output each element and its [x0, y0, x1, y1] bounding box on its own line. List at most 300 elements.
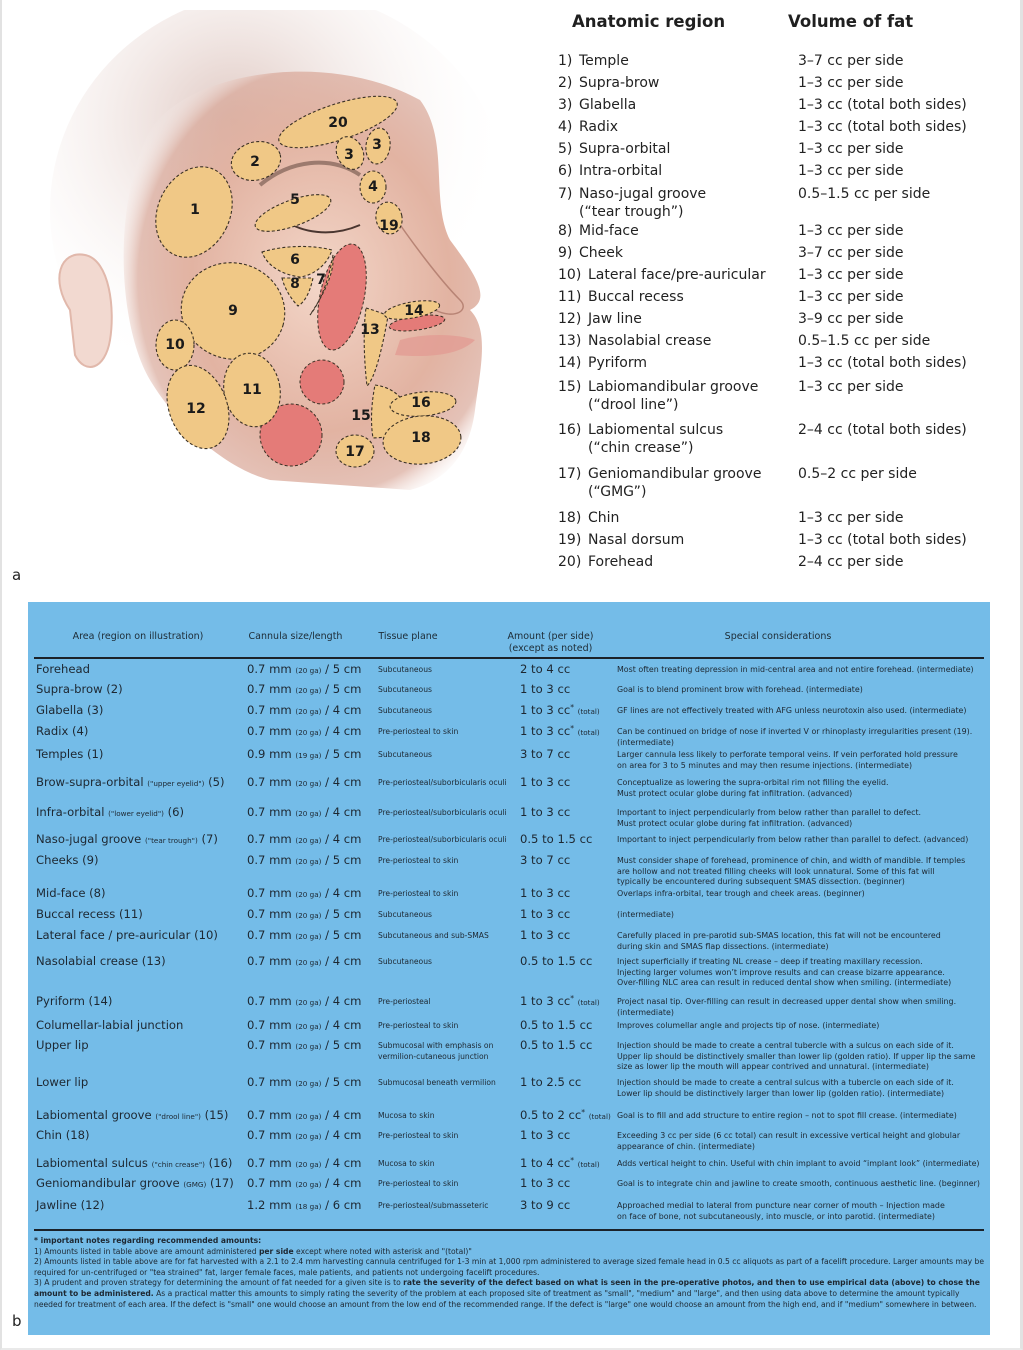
- region-label: Mid-face: [579, 223, 639, 239]
- cannula-mm: 0.7 mm: [247, 1128, 292, 1142]
- cell-cannula: [247, 724, 361, 738]
- cell-tissue-plane: Pre-periosteal to skin: [378, 889, 459, 898]
- cell-special-considerations: Larger cannula less likely to perforate temporal veins. If vein perforated hold pressure on area for 3 to 5 minutes and may then resume injections. (intermediate): [617, 750, 958, 770]
- cell-area: [36, 805, 184, 819]
- cannula-mm: 0.7 mm: [247, 805, 292, 819]
- cannula-gauge: (20 ga): [295, 890, 322, 899]
- region-label: Lateral face/pre-auricular: [588, 267, 766, 283]
- cell-cannula: [247, 907, 361, 921]
- cannula-length: / 4 cm: [325, 1128, 362, 1142]
- area-name: Pyriform (14): [36, 994, 113, 1008]
- amount-value: 0.5 to 1.5 cc: [520, 832, 593, 846]
- cannula-length: / 5 cm: [325, 907, 362, 921]
- cell-area: [36, 1128, 90, 1142]
- marker-9: 9: [228, 303, 238, 319]
- col-header-amount-line2: (except as noted): [508, 643, 593, 654]
- area-name: Labiomental groove: [36, 1108, 152, 1122]
- cannula-gauge: (20 ga): [295, 911, 322, 920]
- amount-value: 1 to 3 cc: [520, 724, 571, 738]
- note-2: 2) Amounts listed in table above are for fat harvested with a 2.1 to 2.4 mm harvesting cannula centrifuged for 1-3 min at 1,000 rpm administered to average sized female head in 0.5 cc aliquots as part of a facelift procedure. Larger amounts may be required for un-centrifuged or "tea strained" fat, larger female faces, male patients, and patients not undergoing facelift procedures.: [34, 1257, 985, 1277]
- cannula-length: / 5 cm: [325, 1038, 362, 1052]
- cannula-gauge: (20 ga): [295, 1180, 322, 1189]
- col-header-cannula: Cannula size/length: [248, 631, 343, 642]
- cannula-length: / 4 cm: [325, 994, 362, 1008]
- area-name: Forehead: [36, 662, 90, 676]
- cell-amount: [520, 775, 570, 789]
- cannula-gauge: (18 ga): [295, 1202, 322, 1211]
- amount-value: 0.5 to 1.5 cc: [520, 1038, 593, 1052]
- area-alias: ("tear trough"): [145, 836, 198, 845]
- cell-area: [36, 853, 99, 867]
- cannula-length: / 4 cm: [325, 1018, 362, 1032]
- area-name: Lateral face / pre-auricular (10): [36, 928, 218, 942]
- cell-special-considerations: Injection should be made to create a central tubercle with a sulcus on each side of it. Upper lip should be distinctively smaller than lower lip (golden ratio). If upper lip the same size as lower lip the mouth will appear contrived and unnatural. (intermediate): [617, 1041, 976, 1072]
- cannula-mm: 0.7 mm: [247, 703, 292, 717]
- region-sublabel: (“chin crease”): [588, 440, 694, 456]
- cell-amount: [520, 805, 570, 819]
- marker-13: 13: [360, 322, 380, 338]
- region-volume: 1–3 cc per side: [798, 163, 904, 179]
- region-volume: 1–3 cc (total both sides): [798, 119, 967, 135]
- panel-label-a: a: [12, 566, 22, 584]
- region-number: 9): [558, 245, 573, 261]
- cell-amount: [520, 1108, 611, 1122]
- ear: [59, 254, 111, 367]
- area-name: Mid-face (8): [36, 886, 106, 900]
- marker-12: 12: [186, 401, 206, 417]
- area-name: Jawline (12): [36, 1198, 105, 1212]
- cannula-length: / 5 cm: [325, 1075, 362, 1089]
- cannula-mm: 0.7 mm: [247, 1018, 292, 1032]
- region-label: Labiomandibular groove: [588, 379, 759, 395]
- cell-special-considerations: Must consider shape of forehead, prominence of chin, and width of mandible. If temples are hollow and not treated filling cheeks will look unnatural. Some of this fat will typically be encountered during subsequent SMAS dissection. (beginner): [617, 856, 966, 887]
- cell-special-considerations: Important to inject perpendicularly from below rather than parallel to defect. (advanced): [617, 835, 969, 844]
- cell-amount: [520, 928, 570, 942]
- cannula-length: / 4 cm: [325, 1108, 362, 1122]
- cannula-length: / 5 cm: [325, 747, 362, 761]
- cell-cannula: [247, 1156, 361, 1170]
- cell-tissue-plane: Pre-periosteal: [378, 997, 431, 1006]
- cell-amount: [520, 1176, 570, 1190]
- cell-cannula: [247, 928, 361, 942]
- region-label: Buccal recess: [588, 289, 684, 305]
- cell-area: [36, 662, 90, 676]
- cell-tissue-plane: Subcutaneous: [378, 706, 432, 715]
- area-alias: ("lower eyelid"): [108, 809, 164, 818]
- amount-value: 1 to 3 cc: [520, 805, 571, 819]
- col-header-plane: Tissue plane: [378, 631, 438, 642]
- cell-cannula: [247, 1075, 361, 1089]
- footer-rule: [34, 1229, 984, 1231]
- region-volume: 0.5–1.5 cc per side: [798, 186, 931, 202]
- cell-area: [36, 886, 106, 900]
- region-volume: 3–9 cc per side: [798, 311, 904, 327]
- amount-asterisk: *: [581, 1108, 586, 1117]
- amount-value: 0.5 to 1.5 cc: [520, 1018, 593, 1032]
- amount-total-note: (total): [577, 707, 600, 716]
- region-number: 19): [558, 532, 582, 548]
- cell-area: [36, 994, 112, 1008]
- cell-area: [36, 703, 103, 717]
- region-volume: 1–3 cc per side: [798, 223, 904, 239]
- region-volume: 2–4 cc per side: [798, 554, 904, 570]
- cell-area: [36, 1176, 234, 1190]
- cell-special-considerations: Exceeding 3 cc per side (6 cc total) can result in excessive vertical height and globular appearance of chin. (intermediate): [617, 1131, 961, 1151]
- cell-area: [36, 928, 218, 942]
- region-volume: 1–3 cc per side: [798, 75, 904, 91]
- region-number: 10): [558, 267, 582, 283]
- region-number: 11): [558, 289, 582, 305]
- cannula-length: / 4 cm: [325, 1156, 362, 1170]
- area-name: Temples (1): [36, 747, 104, 761]
- header-volume-of-fat: Volume of fat: [788, 12, 914, 31]
- face-illustration: [30, 10, 540, 500]
- cannula-gauge: (20 ga): [295, 686, 322, 695]
- cannula-gauge: (20 ga): [295, 958, 322, 967]
- cell-special-considerations: (intermediate): [617, 910, 674, 919]
- cannula-length: / 4 cm: [325, 886, 362, 900]
- cell-tissue-plane: Subcutaneous: [378, 665, 432, 674]
- region-number: 14): [558, 355, 582, 371]
- region-volume: 0.5–2 cc per side: [798, 466, 917, 482]
- region-label: Jaw line: [588, 311, 642, 327]
- area-name: Brow-supra-orbital: [36, 775, 144, 789]
- marker-14: 14: [404, 303, 424, 319]
- amount-asterisk: *: [570, 994, 574, 1003]
- cell-special-considerations: Conceptualize as lowering the supra-orbital rim not filling the eyelid. Must protect ocular globe during fat infiltration. (advanced): [617, 778, 889, 798]
- cell-tissue-plane: Submucosal beneath vermilion: [378, 1078, 496, 1087]
- cell-special-considerations: Injection should be made to create a central sulcus with a tubercle on each side of it. Lower lip should be distinctively larger than lower lip (golden ratio). (intermediate): [617, 1078, 954, 1098]
- cell-cannula: [247, 886, 361, 900]
- cell-special-considerations: Carefully placed in pre-parotid sub-SMAS location, this fat will not be encountered during skin and SMAS flap dissections. (intermediate): [617, 931, 941, 951]
- region-label: Nasal dorsum: [588, 532, 685, 548]
- cell-cannula: [247, 994, 361, 1008]
- cell-area: [36, 1018, 183, 1032]
- amount-value: 1 to 3 cc: [520, 994, 571, 1008]
- cannula-length: / 5 cm: [325, 662, 362, 676]
- cell-amount: [520, 1038, 592, 1052]
- cannula-mm: 0.7 mm: [247, 994, 292, 1008]
- cannula-gauge: (20 ga): [295, 1022, 322, 1031]
- note-1: [34, 1247, 984, 1258]
- cannula-mm: 0.7 mm: [247, 954, 292, 968]
- marker-7: 7: [316, 272, 326, 288]
- marker-6: 6: [290, 252, 300, 268]
- marker-4: 4: [368, 179, 378, 195]
- col-header-special: Special considerations: [724, 631, 832, 642]
- cell-area: [36, 1038, 89, 1052]
- cell-amount: [520, 832, 592, 846]
- cell-cannula: [247, 775, 361, 789]
- area-alias: ("upper eyelid"): [147, 779, 205, 788]
- region-number: 12): [558, 311, 582, 327]
- note-3: [34, 1278, 984, 1310]
- marker-17: 17: [345, 444, 365, 460]
- cell-cannula: [247, 682, 361, 696]
- cannula-gauge: (20 ga): [295, 857, 322, 866]
- cannula-gauge: (20 ga): [295, 779, 322, 788]
- cannula-length: / 4 cm: [325, 775, 362, 789]
- cannula-length: / 5 cm: [325, 682, 362, 696]
- cannula-mm: 0.7 mm: [247, 1108, 292, 1122]
- cell-cannula: [247, 954, 361, 968]
- cell-tissue-plane: Pre-periosteal to skin: [378, 1131, 459, 1140]
- note-3-text-c: As a practical matter this amounts to simply rating the severity of the problem at each proposed site of treatment as "small", "medium" and "large", and then using data above to determine the amount typically needed for treatment of each area. If the defect is "small" one would choose an amount from the low end of the recommended range. If the defect is "large" one would choose an amount from the high end, and if "medium" somewhere in between.: [34, 1288, 977, 1309]
- area-name: Upper lip: [36, 1038, 89, 1052]
- cannula-length: / 4 cm: [325, 724, 362, 738]
- amount-value: 3 to 7 cc: [520, 853, 571, 867]
- area-number: (7): [201, 832, 218, 846]
- region-label: Pyriform: [588, 355, 648, 371]
- cell-area: [36, 1108, 228, 1122]
- area-alias: ("drool line"): [155, 1112, 201, 1121]
- cannula-gauge: (20 ga): [295, 1112, 322, 1121]
- region-volume: 1–3 cc per side: [798, 510, 904, 526]
- cannula-mm: 0.7 mm: [247, 832, 292, 846]
- marker-19: 19: [379, 218, 399, 234]
- region-sublabel: (“GMG”): [588, 484, 647, 500]
- region-label: Radix: [579, 119, 619, 135]
- notes-heading: * important notes regarding recommended amounts:: [34, 1236, 262, 1245]
- cannula-length: / 4 cm: [325, 703, 362, 717]
- table-header: [28, 627, 990, 657]
- cannula-gauge: (20 ga): [295, 809, 322, 818]
- cannula-length: / 4 cm: [325, 832, 362, 846]
- cell-special-considerations: Can be continued on bridge of nose if inverted V or rhinoplasty irregularities present (19). (intermediate): [617, 727, 973, 747]
- region-volume: 1–3 cc (total both sides): [798, 355, 967, 371]
- region-number: 15): [558, 379, 582, 395]
- header-anatomic-region: Anatomic region: [572, 12, 726, 31]
- area-name: Labiomental sulcus: [36, 1156, 148, 1170]
- cell-tissue-plane: Pre-periosteal/submasseteric: [378, 1201, 489, 1210]
- cell-cannula: [247, 662, 361, 676]
- area-name: Lower lip: [36, 1075, 89, 1089]
- cannula-mm: 0.7 mm: [247, 1176, 292, 1190]
- cell-special-considerations: Project nasal tip. Over-filling can result in decreased upper dental show when smiling. (intermediate): [617, 997, 957, 1017]
- cell-special-considerations: GF lines are not effectively treated with AFG unless neurotoxin also used. (intermediate): [617, 706, 967, 715]
- cell-amount: [520, 747, 570, 761]
- cannula-gauge: (20 ga): [295, 1132, 322, 1141]
- marker-8: 8: [290, 276, 300, 292]
- cell-cannula: [247, 1018, 361, 1032]
- cell-area: [36, 907, 143, 921]
- area-number: (15): [204, 1108, 229, 1122]
- region-number: 18): [558, 510, 582, 526]
- cannula-gauge: (20 ga): [295, 1160, 322, 1169]
- cell-amount: [520, 1018, 592, 1032]
- amount-value: 0.5 to 1.5 cc: [520, 954, 593, 968]
- area-alias: ("chin crease"): [151, 1160, 205, 1169]
- cannula-mm: 0.7 mm: [247, 907, 292, 921]
- area-name: Glabella (3): [36, 703, 104, 717]
- area-name: Radix (4): [36, 724, 89, 738]
- cell-tissue-plane: Mucosa to skin: [378, 1111, 435, 1120]
- cell-special-considerations: Most often treating depression in mid-central area and not entire forehead. (intermediate): [617, 665, 974, 674]
- cell-special-considerations: Overlaps infra-orbital, tear trough and cheek areas. (beginner): [617, 889, 865, 898]
- amount-value: 2 to 4 cc: [520, 662, 571, 676]
- marker-3a: 3: [344, 147, 354, 163]
- cell-special-considerations: Goal is to integrate chin and jawline to create smooth, continuous aesthetic line. (beginner): [617, 1179, 980, 1188]
- marker-18: 18: [411, 430, 431, 446]
- cell-special-considerations: Approached medial to lateral from puncture near corner of mouth – Injection made on face of bone, not subcutaneously, into muscle, or into parotid. (intermediate): [617, 1201, 945, 1221]
- region-number: 16): [558, 422, 582, 438]
- region-volume: 2–4 cc (total both sides): [798, 422, 967, 438]
- marker-5: 5: [290, 192, 300, 208]
- marker-10: 10: [165, 337, 185, 353]
- amount-value: 1 to 4 cc: [520, 1156, 571, 1170]
- cannula-gauge: (20 ga): [295, 932, 322, 941]
- panel-label-b: b: [12, 1312, 22, 1330]
- cannula-mm: 1.2 mm: [247, 1198, 292, 1212]
- region-label: Chin: [588, 510, 620, 526]
- cell-tissue-plane: Subcutaneous: [378, 910, 432, 919]
- amount-value: 1 to 3 cc: [520, 907, 571, 921]
- amount-value: 1 to 3 cc: [520, 703, 571, 717]
- area-name: Cheeks (9): [36, 853, 99, 867]
- amount-value: 0.5 to 2 cc: [520, 1108, 582, 1122]
- amount-value: 1 to 3 cc: [520, 775, 571, 789]
- cannula-length: / 6 cm: [325, 1198, 362, 1212]
- cell-tissue-plane: Mucosa to skin: [378, 1159, 435, 1168]
- cell-tissue-plane: Pre-periosteal/suborbicularis oculi: [378, 778, 507, 787]
- cell-amount: [520, 1156, 600, 1170]
- region-sublabel: (“drool line”): [588, 397, 679, 413]
- cell-cannula: [247, 853, 361, 867]
- area-name: Buccal recess (11): [36, 907, 143, 921]
- cannula-gauge: (20 ga): [295, 1079, 322, 1088]
- region-label: Naso-jugal groove: [579, 186, 707, 202]
- col-header-amount: [498, 631, 603, 655]
- cell-cannula: [247, 703, 361, 717]
- cell-area: [36, 747, 103, 761]
- cell-tissue-plane: Subcutaneous: [378, 750, 432, 759]
- region-number: 4): [558, 119, 573, 135]
- region-volume: 3–7 cc per side: [798, 245, 904, 261]
- area-name: Chin (18): [36, 1128, 90, 1142]
- region-number: 1): [558, 53, 573, 69]
- cannula-length: / 5 cm: [325, 853, 362, 867]
- cell-tissue-plane: Subcutaneous: [378, 685, 432, 694]
- cannula-length: / 4 cm: [325, 805, 362, 819]
- header-rule: [34, 657, 984, 659]
- cannula-mm: 0.9 mm: [247, 747, 292, 761]
- cell-tissue-plane: Subcutaneous: [378, 957, 432, 966]
- region-number: 17): [558, 466, 582, 482]
- region-label: Temple: [579, 53, 629, 69]
- area-number: (17): [209, 1176, 234, 1190]
- region-number: 8): [558, 223, 573, 239]
- cell-amount: [520, 1128, 570, 1142]
- cannula-mm: 0.7 mm: [247, 682, 292, 696]
- region-label: Forehead: [588, 554, 654, 570]
- cell-special-considerations: Adds vertical height to chin. Useful with chin implant to avoid “implant look” (intermediate): [617, 1159, 980, 1168]
- amount-total-note: (total): [588, 1112, 611, 1121]
- amount-value: 1 to 3 cc: [520, 1176, 571, 1190]
- marker-1: 1: [190, 202, 200, 218]
- region-number: 20): [558, 554, 582, 570]
- cell-tissue-plane: Submucosal with emphasis on vermilion-cutaneous junction: [378, 1041, 494, 1061]
- cannula-mm: 0.7 mm: [247, 724, 292, 738]
- area-name: Naso-jugal groove: [36, 832, 142, 846]
- cell-cannula: [247, 1108, 361, 1122]
- cell-special-considerations: Important to inject perpendicularly from below rather than parallel to defect. Must protect ocular globe during fat infiltration. (advanced): [617, 808, 922, 828]
- cannula-gauge: (20 ga): [295, 728, 322, 737]
- amount-value: 3 to 9 cc: [520, 1198, 571, 1212]
- cell-amount: [520, 853, 570, 867]
- cell-area: [36, 832, 218, 846]
- cannula-gauge: (20 ga): [295, 836, 322, 845]
- region-volume: 1–3 cc per side: [798, 379, 904, 395]
- region-number: 5): [558, 141, 573, 157]
- area-name: Infra-orbital: [36, 805, 105, 819]
- region-label: Supra-orbital: [579, 141, 671, 157]
- cell-tissue-plane: Pre-periosteal to skin: [378, 1179, 459, 1188]
- region-label: Supra-brow: [579, 75, 660, 91]
- region-volume: 1–3 cc (total both sides): [798, 532, 967, 548]
- amount-asterisk: *: [570, 703, 574, 712]
- cannula-length: / 5 cm: [325, 928, 362, 942]
- cannula-mm: 0.7 mm: [247, 1156, 292, 1170]
- marker-20: 20: [328, 115, 348, 131]
- area-alias: (GMG): [183, 1180, 207, 1189]
- cell-cannula: [247, 832, 361, 846]
- fat-grafting-table: [28, 602, 990, 1335]
- region-volume: 0.5–1.5 cc per side: [798, 333, 931, 349]
- note-1-text-c: except where noted with asterisk and "(total)": [293, 1246, 472, 1256]
- cell-cannula: [247, 805, 361, 819]
- amount-value: 1 to 3 cc: [520, 682, 571, 696]
- note-3-text-a: 3) A prudent and proven strategy for determining the amount of fat needed for a given site is to: [34, 1278, 404, 1288]
- cell-area: [36, 954, 166, 968]
- amount-total-note: (total): [577, 998, 600, 1007]
- region-number: 13): [558, 333, 582, 349]
- cell-amount: [520, 1075, 581, 1089]
- cannula-mm: 0.7 mm: [247, 928, 292, 942]
- amount-value: 1 to 3 cc: [520, 928, 571, 942]
- amount-value: 1 to 3 cc: [520, 886, 571, 900]
- col-header-area: Area (region on illustration): [72, 631, 204, 642]
- area-number: (5): [208, 775, 225, 789]
- region-label: Labiomental sulcus: [588, 422, 724, 438]
- cell-tissue-plane: Pre-periosteal to skin: [378, 727, 459, 736]
- cell-cannula: [247, 1128, 361, 1142]
- cannula-gauge: (20 ga): [295, 998, 322, 1007]
- amount-total-note: (total): [577, 1160, 600, 1169]
- region-number: 2): [558, 75, 573, 91]
- marker-15: 15: [351, 408, 371, 424]
- note-1-text-a: 1) Amounts listed in table above are amount administered: [34, 1246, 259, 1256]
- cannula-gauge: (20 ga): [295, 666, 322, 675]
- cannula-mm: 0.7 mm: [247, 886, 292, 900]
- region-number: 3): [558, 97, 573, 113]
- region-label: Glabella: [579, 97, 637, 113]
- cell-amount: [520, 886, 570, 900]
- note-1-bold: per side: [258, 1246, 294, 1256]
- cell-tissue-plane: Pre-periosteal/suborbicularis oculi: [378, 835, 507, 844]
- cell-amount: [520, 703, 600, 717]
- note-3-bold: rate the severity of the defect based on what is seen in the pre-operative photos, and then to use empirical data (above) to chose the amount to be administered.: [34, 1278, 980, 1298]
- amount-value: 1 to 2.5 cc: [520, 1075, 582, 1089]
- cannula-gauge: (20 ga): [295, 707, 322, 716]
- cell-amount: [520, 682, 570, 696]
- cannula-gauge: (20 ga): [295, 1042, 322, 1051]
- cell-tissue-plane: Pre-periosteal/suborbicularis oculi: [378, 808, 507, 817]
- area-number: (6): [167, 805, 185, 819]
- cell-amount: [520, 994, 600, 1008]
- region-volume: 1–3 cc (total both sides): [798, 97, 967, 113]
- cell-area: [36, 1198, 104, 1212]
- region-number: 7): [558, 186, 573, 202]
